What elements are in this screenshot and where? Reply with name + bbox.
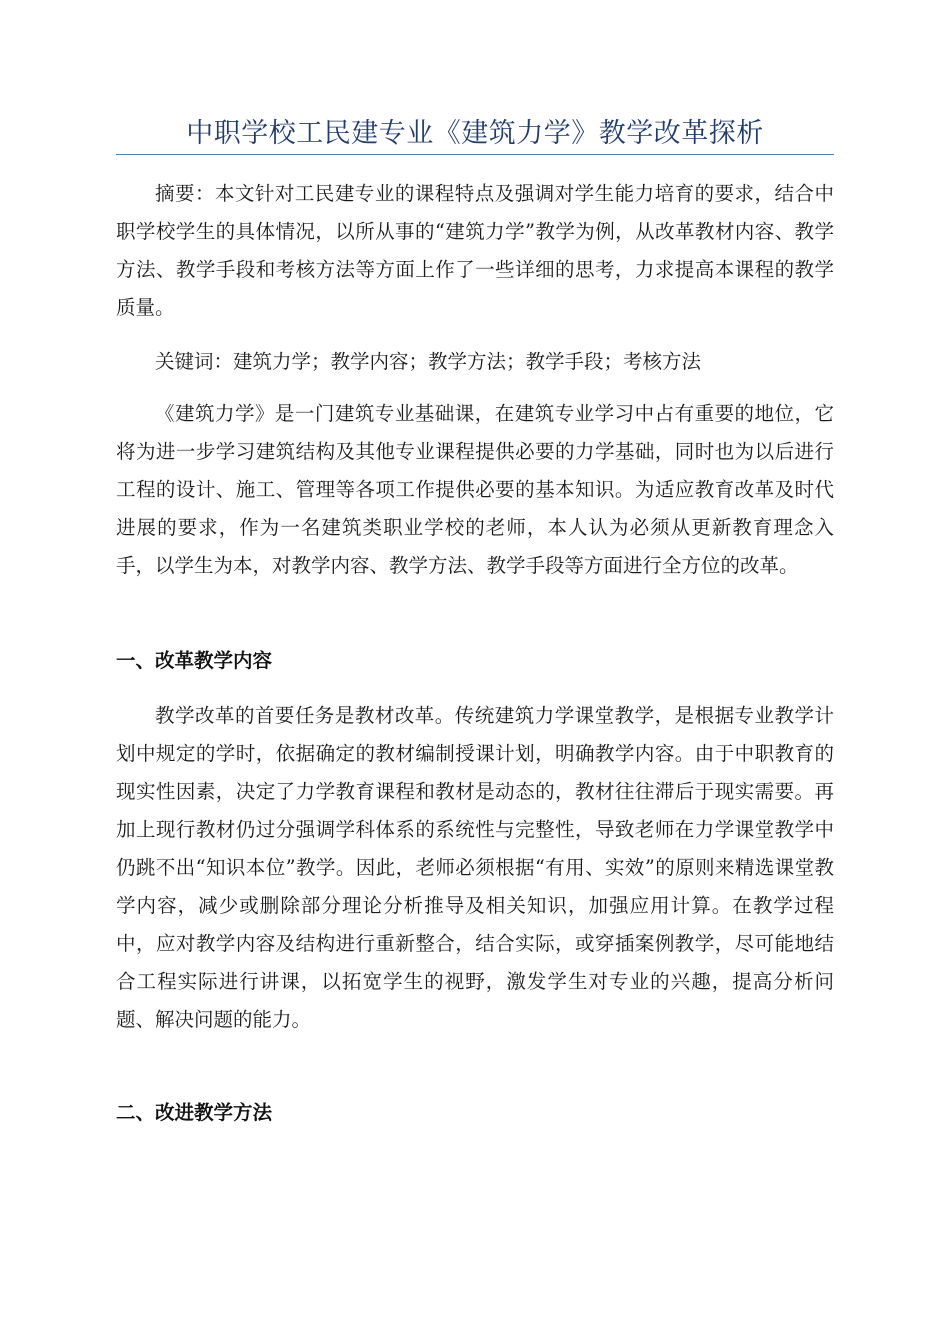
keywords-paragraph: 关键词：建筑力学；教学内容；教学方法；教学手段；考核方法: [155, 350, 702, 373]
section-heading-2-block: [116, 1094, 834, 1132]
section-heading-1-block: [116, 642, 834, 680]
intro-block: [116, 395, 834, 585]
section-heading: 二、改进教学方法: [116, 1101, 273, 1124]
section-paragraph: 教学改革的首要任务是教材改革。传统建筑力学课堂教学，是根据专业教学计划中规定的学时，依据确定的教材编制授课计划，明确教学内容。由于中职教育的现实性因素，决定了力学教育课程和教材是动态的，教材往往滞后于现实需要。再加上现行教材仍过分强调学科体系的系统性与完整性，导致老师在力学课堂教学中仍跳不出“知识本位”教学。因此，老师必须根据“有用、实效”的原则来精选课堂教学内容，减少或删除部分理论分析推导及相关知识，加强应用计算。在教学过程中，应对教学内容及结构进行重新整合，结合实际，或穿插案例教学，尽可能地结合工程实际进行讲课，以拓宽学生的视野，激发学生对专业的兴趣，提高分析问题、解决问题的能力。: [116, 704, 834, 1031]
document-title: 中职学校工民建专业《建筑力学》教学改革探析: [186, 118, 764, 149]
section-1-block: [116, 697, 834, 1039]
abstract-paragraph: 摘要：本文针对工民建专业的课程特点及强调对学生能力培育的要求，结合中职学校学生的具体情况，以所从事的“建筑力学”教学为例，从改革教材内容、教学方法、教学手段和考核方法等方面上作了一些详细的思考，力求提高本课程的教学质量。: [116, 182, 834, 319]
keywords-block: [116, 343, 834, 381]
abstract-block: [116, 175, 834, 327]
section-heading: 一、改革教学内容: [116, 649, 273, 672]
intro-paragraph: 《建筑力学》是一门建筑专业基础课，在建筑专业学习中占有重要的地位，它将为进一步学习建筑结构及其他专业课程提供必要的力学基础，同时也为以后进行工程的设计、施工、管理等各项工作提供必要的基本知识。为适应教育改革及时代进展的要求，作为一名建筑类职业学校的老师，本人认为必须从更新教育理念入手，以学生为本，对教学内容、教学方法、教学手段等方面进行全方位的改革。: [116, 402, 834, 577]
title-underline: [116, 154, 834, 155]
